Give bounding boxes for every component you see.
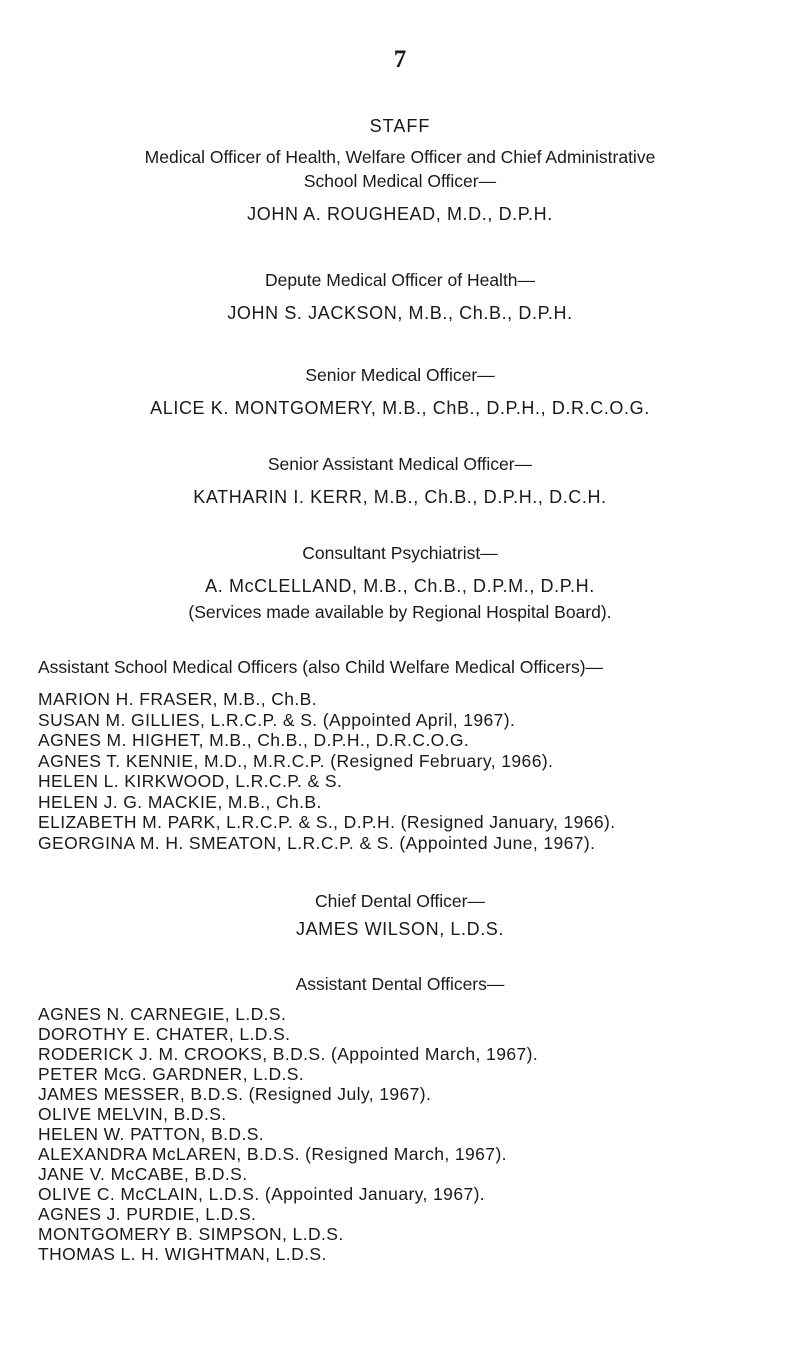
depute-section	[0, 268, 800, 325]
list-item: AGNES N. CARNEGIE, L.D.S.	[38, 1004, 287, 1024]
psychiatrist-name: A. McCLELLAND, M.B., Ch.B., D.P.M., D.P.H.	[205, 576, 595, 596]
senior-mo-section	[0, 363, 800, 420]
psychiatrist-role: Consultant Psychiatrist—	[302, 543, 498, 563]
page-title: STAFF	[369, 116, 431, 136]
list-item: OLIVE C. McCLAIN, L.D.S. (Appointed January, 1967).	[38, 1184, 486, 1204]
list-item: MARION H. FRASER, M.B., Ch.B.	[38, 689, 317, 709]
list-item: HELEN L. KIRKWOOD, L.R.C.P. & S.	[38, 771, 343, 791]
moh-name: JOHN A. ROUGHEAD, M.D., D.P.H.	[247, 204, 553, 224]
list-item: JAMES MESSER, B.D.S. (Resigned July, 1967).	[38, 1084, 432, 1104]
list-item: OLIVE MELVIN, B.D.S.	[38, 1104, 227, 1124]
asst-school-list	[38, 689, 616, 853]
list-item: RODERICK J. M. CROOKS, B.D.S. (Appointed March, 1967).	[38, 1044, 539, 1064]
list-item: DOROTHY E. CHATER, L.D.S.	[38, 1024, 291, 1044]
psychiatrist-section	[0, 541, 800, 624]
list-item: AGNES T. KENNIE, M.D., M.R.C.P. (Resigned February, 1966).	[38, 750, 554, 771]
psychiatrist-note: (Services made available by Regional Hospital Board).	[188, 602, 612, 622]
list-item: PETER McG. GARDNER, L.D.S.	[38, 1064, 305, 1084]
list-item: ALEXANDRA McLAREN, B.D.S. (Resigned March, 1967).	[38, 1144, 507, 1164]
moh-section	[0, 145, 800, 226]
list-item: ELIZABETH M. PARK, L.R.C.P. & S., D.P.H. (Resigned January, 1966).	[38, 812, 616, 832]
chief-dental-section	[0, 889, 800, 941]
list-item: JANE V. McCABE, B.D.S.	[38, 1164, 248, 1184]
list-item: HELEN J. G. MACKIE, M.B., Ch.B.	[38, 791, 322, 812]
chief-dental-role: Chief Dental Officer—	[315, 891, 485, 911]
moh-role-continued: School Medical Officer—	[303, 171, 497, 191]
chief-dental-name: JAMES WILSON, L.D.S.	[295, 919, 505, 939]
list-item: THOMAS L. H. WIGHTMAN, L.D.S.	[38, 1244, 327, 1264]
list-item: SUSAN M. GILLIES, L.R.C.P. & S. (Appointed April, 1967).	[38, 709, 516, 730]
senior-mo-role: Senior Medical Officer—	[305, 365, 495, 385]
depute-role: Depute Medical Officer of Health—	[264, 270, 536, 290]
senior-mo-name: ALICE K. MONTGOMERY, M.B., ChB., D.P.H., D.R.C.O.G.	[150, 398, 650, 418]
list-item: HELEN W. PATTON, B.D.S.	[38, 1124, 265, 1144]
page-number: 7	[393, 46, 407, 73]
senior-asst-name: KATHARIN I. KERR, M.B., Ch.B., D.P.H., D.C.H.	[193, 487, 607, 507]
list-item: AGNES J. PURDIE, L.D.S.	[38, 1204, 257, 1224]
asst-school-role: Assistant School Medical Officers (also Child Welfare Medical Officers)—	[38, 657, 604, 677]
list-item: GEORGINA M. H. SMEATON, L.R.C.P. & S. (Appointed June, 1967).	[38, 832, 596, 853]
asst-dental-role: Assistant Dental Officers—	[295, 974, 505, 994]
senior-asst-role: Senior Assistant Medical Officer—	[267, 454, 533, 474]
asst-school-section	[0, 655, 800, 855]
list-item: MONTGOMERY B. SIMPSON, L.D.S.	[38, 1224, 344, 1244]
senior-asst-section	[0, 452, 800, 509]
asst-dental-section	[0, 972, 800, 1272]
list-item: AGNES M. HIGHET, M.B., Ch.B., D.P.H., D.R.C.O.G.	[38, 730, 470, 750]
depute-name: JOHN S. JACKSON, M.B., Ch.B., D.P.H.	[227, 303, 573, 323]
asst-dental-list	[38, 1004, 538, 1264]
moh-role: Medical Officer of Health, Welfare Officer and Chief Administrative	[144, 147, 656, 167]
